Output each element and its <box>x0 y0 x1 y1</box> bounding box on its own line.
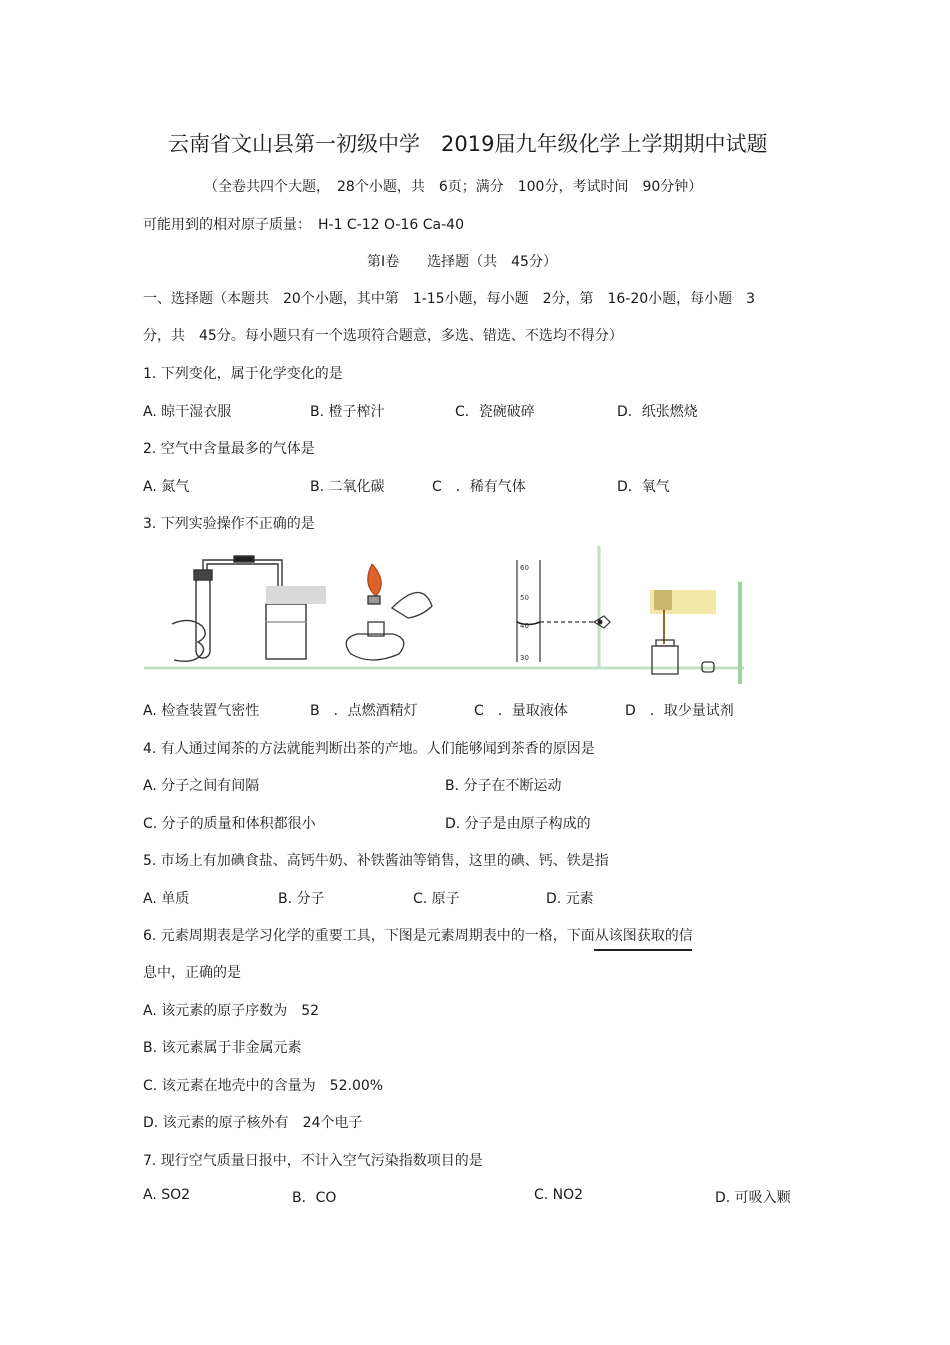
exam-info: （全卷共四个大题， 28个小题，共 6页；满分 100分，考试时间 90分钟） <box>204 179 703 195</box>
alcohol-lamp <box>346 564 432 660</box>
q5-option-d: D. 元素 <box>546 891 594 907</box>
question-4-stem: 4. 有人通过闻茶的方法就能判断出茶的产地。人们能够闻到茶香的原因是 <box>143 741 595 757</box>
q6-option-a: A. 该元素的原子序数为 52 <box>143 1003 320 1019</box>
q1-option-a: A. 晾干湿衣服 <box>143 404 232 420</box>
question-1-stem: 1. 下列变化，属于化学变化的是 <box>143 366 343 382</box>
q6-option-b: B. 该元素属于非金属元素 <box>143 1040 302 1056</box>
q3-option-c: C ．量取液体 <box>474 703 568 719</box>
question-2-stem: 2. 空气中含量最多的气体是 <box>143 441 315 457</box>
question-6-stem-cont: 息中，正确的是 <box>143 965 241 981</box>
q1-option-c: C．瓷碗破碎 <box>455 404 535 420</box>
q5-option-b: B. 分子 <box>278 891 325 907</box>
airtightness-apparatus <box>172 556 326 661</box>
graduated-cylinder <box>517 560 610 662</box>
q5-option-a: A. 单质 <box>143 891 190 907</box>
instructions-line-1: 一、选择题（本题共 20个小题，其中第 1-15小题，每小题 2分，第 16-20小题，每小题 3 <box>143 291 756 307</box>
cylinder-tick-50: 50 <box>520 594 529 602</box>
cylinder-tick-60: 60 <box>520 564 529 572</box>
q4-option-b: B. 分子在不断运动 <box>445 778 562 794</box>
q7-option-d: D. 可吸入颗 <box>715 1190 791 1206</box>
section-title: 第Ⅰ卷 选择题（共 45分） <box>367 254 557 270</box>
q3-option-a: A. 检查装置气密性 <box>143 703 260 719</box>
question-6-stem: 6. 元素周期表是学习化学的重要工具，下图是元素周期表中的一格，下面从该图获取的信 <box>143 928 693 944</box>
q7-option-b: B．CO <box>292 1190 337 1206</box>
page-title: 云南省文山县第一初级中学 2019届九年级化学上学期期中试题 <box>168 132 768 156</box>
q3-option-b: B ．点燃酒精灯 <box>310 703 418 719</box>
question-7-stem: 7. 现行空气质量日报中，不计入空气污染指数项目的是 <box>143 1153 483 1169</box>
q1-option-d: D．纸张燃烧 <box>617 404 698 420</box>
q2-option-c: C ．稀有气体 <box>432 479 526 495</box>
q7-option-c: C. NO2 <box>534 1187 584 1203</box>
q6-option-c: C. 该元素在地壳中的含量为 52.00% <box>143 1078 384 1094</box>
q4-option-d: D. 分子是由原子构成的 <box>445 816 591 832</box>
q1-option-b: B. 橙子榨汁 <box>310 404 385 420</box>
q4-option-c: C. 分子的质量和体积都很小 <box>143 816 316 832</box>
lab-operations-figure <box>142 544 747 684</box>
question-6-underline <box>594 949 692 951</box>
instructions-line-2: 分，共 45分。每小题只有一个选项符合题意，多选、错选、不选均不得分） <box>143 328 623 344</box>
question-3-stem: 3. 下列实验操作不正确的是 <box>143 516 315 532</box>
q2-option-a: A. 氮气 <box>143 479 190 495</box>
cylinder-tick-30: 30 <box>520 654 529 662</box>
q7-option-a: A. SO2 <box>143 1187 191 1203</box>
question-5-stem: 5. 市场上有加碘食盐、高钙牛奶、补铁酱油等销售，这里的碘、钙、铁是指 <box>143 853 609 869</box>
q4-option-a: A. 分子之间有间隔 <box>143 778 260 794</box>
atomic-mass-line: 可能用到的相对原子质量： H-1 C-12 O-16 Ca-40 <box>143 217 464 233</box>
q5-option-c: C. 原子 <box>413 891 460 907</box>
cylinder-tick-40: 40 <box>520 622 529 630</box>
q2-option-d: D．氧气 <box>617 479 670 495</box>
q6-option-d: D. 该元素的原子核外有 24个电子 <box>143 1115 363 1131</box>
q2-option-b: B. 二氧化碳 <box>310 479 385 495</box>
reagent-bottle <box>650 590 716 674</box>
q3-option-d: D ．取少量试剂 <box>625 703 734 719</box>
